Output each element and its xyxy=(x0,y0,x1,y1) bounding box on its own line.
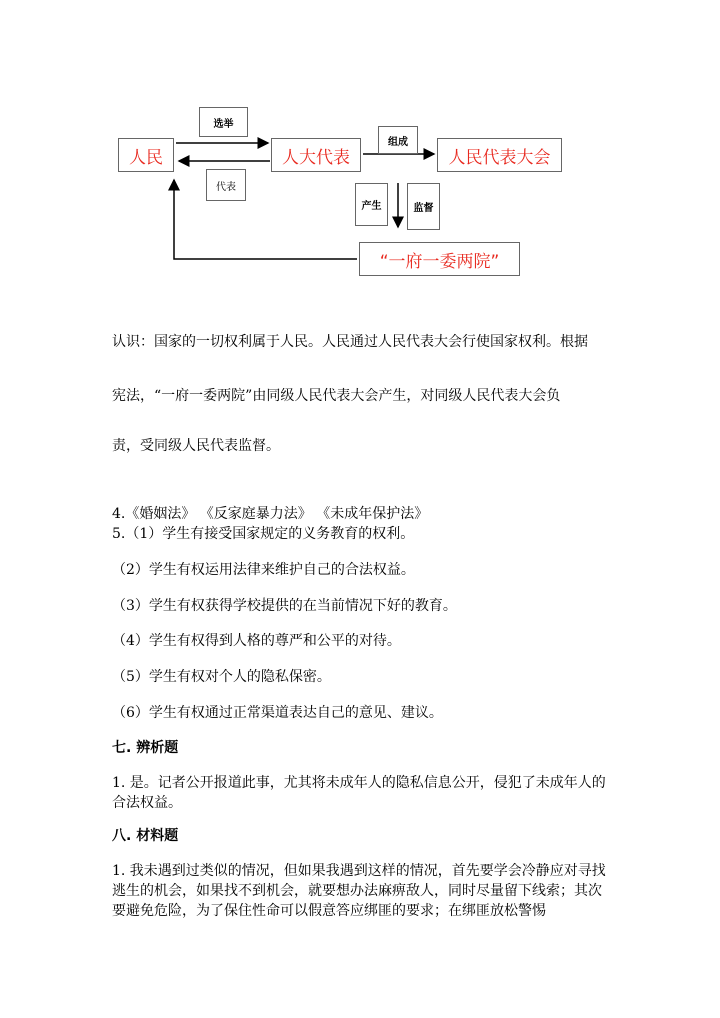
node-national-peoples-congress: 人民代表大会 xyxy=(437,138,562,172)
label-supervise: 监督 xyxy=(407,183,440,230)
answer-5-2: （2）学生有权运用法律来维护自己的合法权益。 xyxy=(112,562,415,578)
answer-5-4: （4）学生有权得到人格的尊严和公平的对待。 xyxy=(112,633,401,649)
node-people: 人民 xyxy=(118,138,174,172)
section-7-heading: 七. 辨析题 xyxy=(112,740,179,756)
answer-5-1: 5.（1）学生有接受国家规定的义务教育的权利。 xyxy=(112,526,415,542)
arrow-loop xyxy=(174,180,357,259)
answer-5-3: （3）学生有权获得学校提供的在当前情况下好的教育。 xyxy=(112,598,457,614)
answer-5-6: （6）学生有权通过正常渠道表达自己的意见、建议。 xyxy=(112,705,443,721)
section-7-answer: 1. 是。记者公开报道此事，尤其将未成年人的隐私信息公开，侵犯了未成年人的合法权益。 xyxy=(112,775,606,811)
recognition-line-3: 责，受同级人民代表监督。 xyxy=(112,438,280,454)
label-elect: 选举 xyxy=(199,107,248,137)
node-npc-representatives: 人大代表 xyxy=(271,138,361,172)
label-organize: 组成 xyxy=(378,126,418,154)
flow-diagram xyxy=(0,0,720,290)
section-8-heading: 八. 材料题 xyxy=(112,828,179,844)
label-represent: 代表 xyxy=(206,169,246,201)
answer-5-5: （5）学生有权对个人的隐私保密。 xyxy=(112,669,331,685)
recognition-line-2: 宪法，“一府一委两院”由同级人民代表大会产生，对同级人民代表大会负 xyxy=(112,388,561,404)
answer-4: 4.《婚姻法》 《反家庭暴力法》 《未成年保护法》 xyxy=(112,506,429,522)
section-8-answer: 1. 我未遇到过类似的情况，但如果我遇到这样的情况，首先要学会冷静应对寻找逃生的机会，如果找不到机会，就要想办法麻痹敌人，同时尽量留下线索；其次要避免危险，为了保住性命可以假意答应绑匪的要求；在绑匪放松警惕 xyxy=(112,863,606,919)
node-government-institutions: “一府一委两院” xyxy=(359,242,520,276)
recognition-line-1: 认识：国家的一切权利属于人民。人民通过人民代表大会行使国家权利。根据 xyxy=(112,334,588,350)
label-produce: 产生 xyxy=(355,183,388,226)
